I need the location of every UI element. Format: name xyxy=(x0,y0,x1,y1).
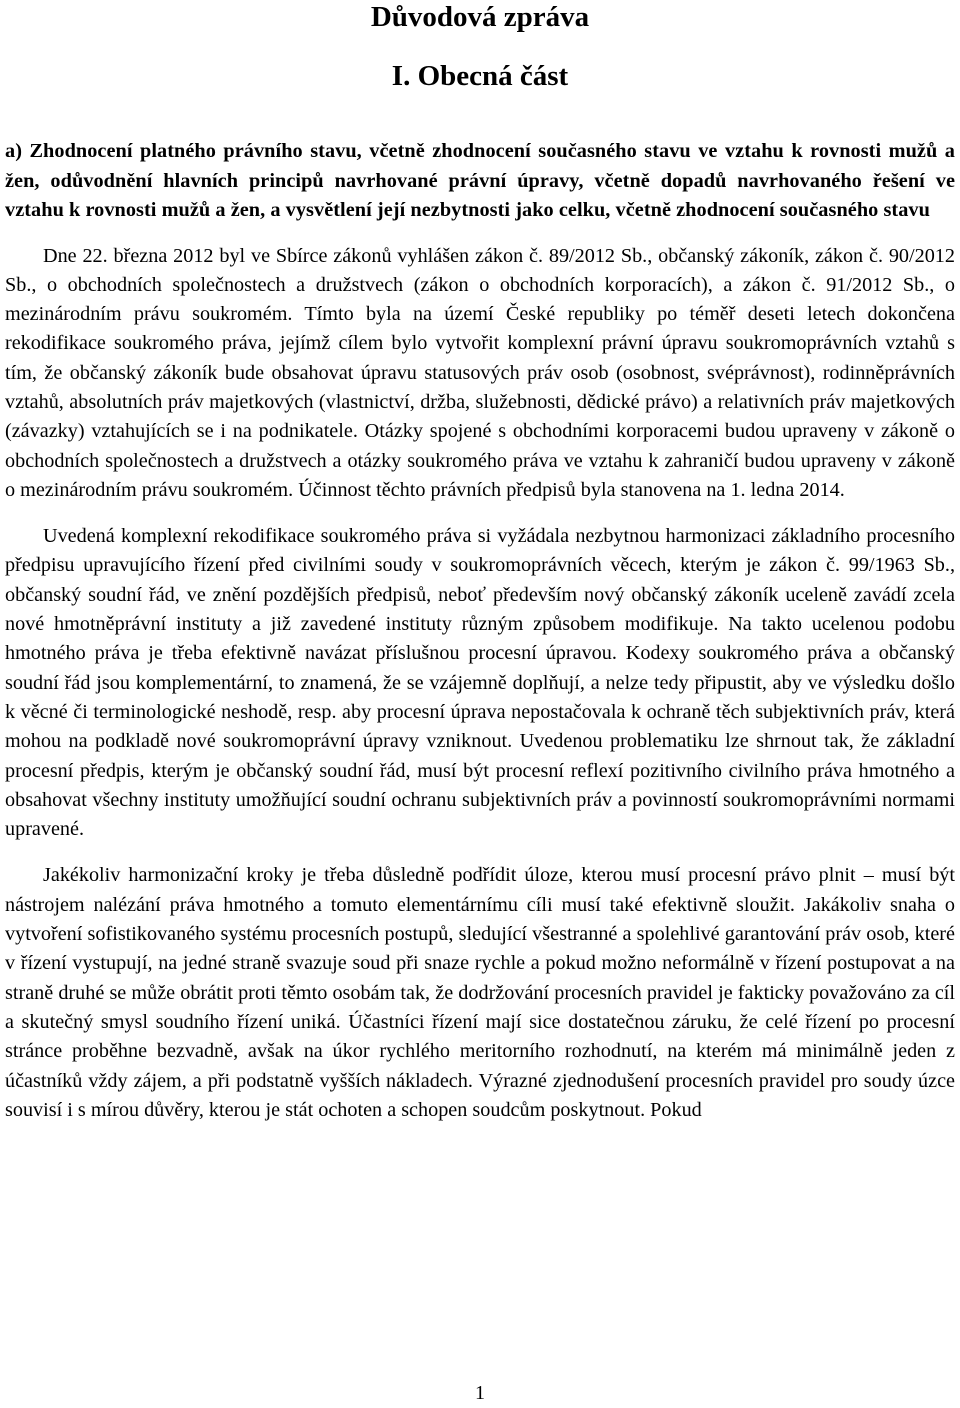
paragraph-2: Uvedená komplexní rekodifikace soukromého práva si vyžádala nezbytnou harmonizaci základního procesního předpisu upravujícího řízení před civilními soudy v soukromoprávních věcech, kterým je zákon č. 99/1963 Sb., občanský soudní řád, ve znění pozdějších předpisů, neboť především nový občanský zákoník uceleně zavádí zcela nové hmotněprávní instituty a již zavedené instituty různým způsobem modifikuje. Na takto ucelenou podobu hmotného práva je třeba efektivně navázat příslušnou procesní úpravou. Kodexy soukromého práva a občanský soudní řád jsou komplementární, to znamená, že se vzájemně doplňují, a nelze tedy připustit, aby ve výsledku došlo k věcné či terminologické neshodě, resp. aby procesní úprava nepostačovala k ochraně těch subjektivních práv, která mohou na podkladě nové soukromoprávní úpravy vzniknout. Uvedenou problematiku lze shrnout tak, že základní procesní předpis, kterým je občanský soudní řád, musí být procesní reflexí pozitivního civilního práva hmotného a obsahovat všechny instituty umožňující soudní ochranu subjektivních práv a povinností soukromoprávními normami upravené. xyxy=(5,525,955,841)
paragraph-1: Dne 22. března 2012 byl ve Sbírce zákonů vyhlášen zákon č. 89/2012 Sb., občanský zákoník, zákon č. 90/2012 Sb., o obchodních společnostech a družstvech (zákon o obchodních korporacích), a zákon č. 91/2012 Sb., o mezinárodním právu soukromém. Tímto byla na území České republiky po téměř deseti letech dokončena rekodifikace soukromého práva, jejímž cílem bylo vytvořit komplexní právní úpravu soukromoprávních vztahů s tím, že občanský zákoník bude obsahovat úpravu statusových práv osob (osobnost, svéprávnost), rodinněprávních vztahů, absolutních práv majetkových (vlastnictví, držba, služebnosti, dědické právo) a relativních práv majetkových (závazky) vztahujících se i na podnikatele. Otázky spojené s obchodními korporacemi budou upraveny v zákoně o obchodních společnostech a družstvech a otázky soukromého práva ve vztahu k zahraničí budou upraveny v zákoně o mezinárodním právu soukromém. Účinnost těchto právních předpisů byla stanovena na 1. ledna 2014. xyxy=(5,244,955,501)
paragraph-3: Jakékoliv harmonizační kroky je třeba důsledně podřídit úloze, kterou musí procesní právo plnit – musí být nástrojem nalézání práva hmotného a tomuto elementárnímu cíli musí také efektivně sloužit. Jakákoliv snaha o vytvoření sofistikovaného systému procesních postupů, sledující všestranné a spolehlivé garantování práv osob, které v řízení vystupují, na jedné straně svazuje soud při snaze rychle a pokud možno neformálně v řízení postupovat a na straně druhé se může obrátit proti těmto osobám tak, že dodržování procesních pravidel je fakticky považováno za cíl a skutečný smysl soudního řízení uniká. Účastníci řízení mají sice dostatečnou záruku, že celé řízení po procesní stránce proběhne bezvadně, avšak na úkor rychlého meritorního rozhodnutí, na kterém má minimálně jeden z účastníků vždy zájem, a při podstatně vyšších nákladech. Výrazné zjednodušení procesních pravidel pro soudy úzce souvisí i s mírou důvěry, kterou je stát ochoten a schopen soudcům poskytnout. Pokud xyxy=(5,864,955,1121)
page-number: 1 xyxy=(475,1382,485,1404)
document-title: Důvodová zpráva xyxy=(370,1,590,33)
section-heading: a) Zhodnocení platného právního stavu, včetně zhodnocení současného stavu ve vztahu k rovnosti mužů a žen, odůvodnění hlavních principů navrhované právní úpravy, včetně dopadů navrhovaného řešení ve vztahu k rovnosti mužů a žen, a vysvětlení její nezbytnosti jako celku, včetně zhodnocení současného stavu xyxy=(5,140,955,221)
part-title: I. Obecná část xyxy=(391,60,569,92)
